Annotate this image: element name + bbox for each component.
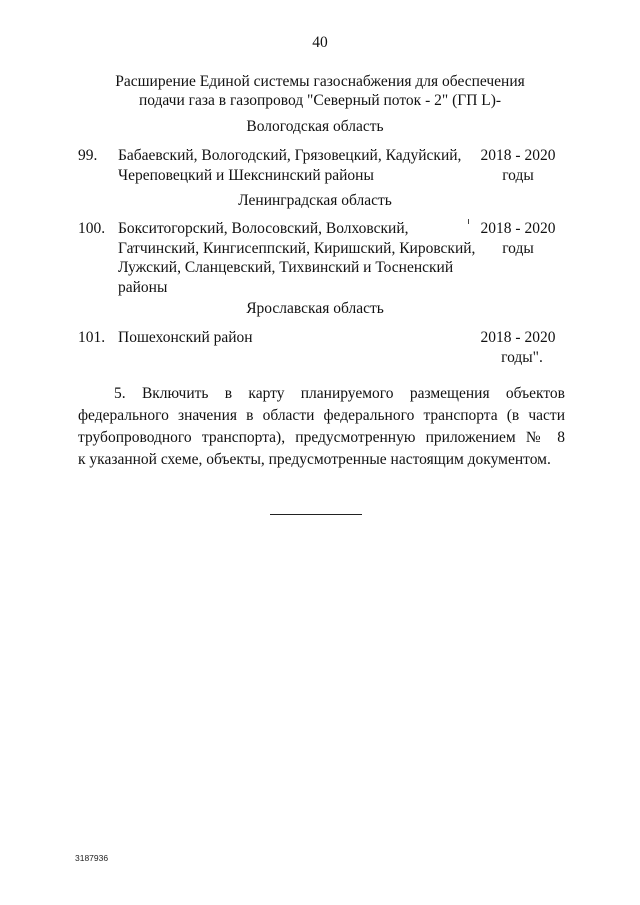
row-number: 99. (78, 147, 98, 164)
document-title (0, 72, 640, 110)
region-heading-yaroslavl: Ярославская область (246, 300, 384, 317)
row-period (473, 328, 563, 367)
row-period-years: 2018 - 2020 (480, 220, 556, 237)
region-heading-vologda: Вологодская область (246, 118, 384, 135)
region-heading-leningrad: Ленинградская область (238, 192, 392, 209)
row-description (118, 146, 468, 185)
row-description-line: Бабаевский, Вологодский, Грязовецкий, Кадуйский, (118, 147, 462, 164)
row-period-unit: годы (502, 166, 534, 184)
row-period (473, 146, 563, 185)
title-line-2: подачи газа в газопровод "Северный поток - 2" (ГП L)- (138, 92, 502, 109)
row-period-unit: годы (502, 239, 534, 257)
row-number: 100. (78, 220, 106, 237)
paragraph-line: трубопроводного транспорта), предусмотренную приложением № 8 (78, 429, 565, 446)
row-period-unit: годы". (501, 348, 543, 366)
row-description-line: Лужский, Сланцевский, Тихвинский и Тосненский (118, 259, 454, 276)
paragraph-line: федерального значения в области федерального транспорта (в части (78, 407, 565, 424)
paragraph-line: 5. Включить в карту планируемого размещения объектов (114, 385, 565, 402)
row-description (118, 219, 476, 297)
page-number: 40 (312, 34, 328, 51)
paragraph-5 (78, 383, 565, 471)
document-id: 3187936 (75, 853, 109, 863)
row-number: 101. (78, 329, 106, 346)
title-line-1: Расширение Единой системы газоснабжения для обеспечения (115, 73, 525, 90)
row-description-line: Череповецкий и Шекснинский районы (118, 166, 374, 184)
scan-speck (468, 219, 469, 224)
row-description-line: Бокситогорский, Волосовский, Волховский, (118, 220, 409, 237)
row-period-years: 2018 - 2020 (480, 329, 556, 346)
end-separator-line (270, 514, 362, 515)
row-period-years: 2018 - 2020 (480, 147, 556, 164)
row-description-line: Гатчинский, Кингисеппский, Киришский, Кировский, (118, 239, 476, 257)
row-description-line: районы (118, 278, 168, 296)
paragraph-line: к указанной схеме, объекты, предусмотренные настоящим документом. (78, 451, 551, 468)
row-period (473, 219, 563, 258)
row-description (118, 328, 468, 348)
row-description-line: Пошехонский район (118, 329, 253, 346)
